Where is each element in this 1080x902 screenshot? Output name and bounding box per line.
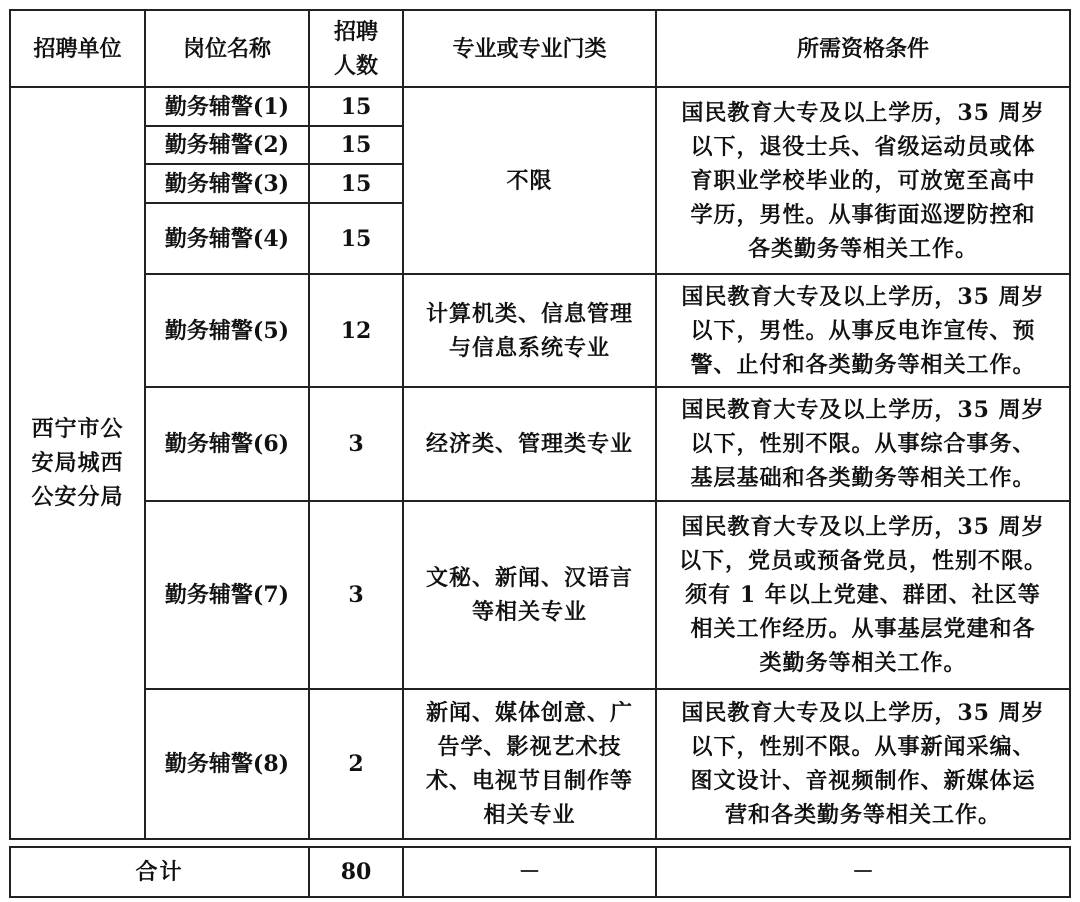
major-cell: 新闻、媒体创意、广 告学、影视艺术技 术、电视节目制作等 相关专业 — [403, 689, 656, 839]
total-label: 合计 — [10, 847, 309, 897]
table-row — [10, 87, 1070, 126]
position-cell: 勤务辅警(5) — [145, 274, 309, 387]
position-cell: 勤务辅警(4) — [145, 203, 309, 274]
requirements-cell: 国民教育大专及以上学历，35 周岁 以下，男性。从事反电诈宣传、预 警、止付和各类勤务等相关工作。 — [656, 274, 1070, 387]
count-cell: 3 — [309, 387, 403, 501]
recruitment-table — [9, 9, 1071, 840]
header-requirements: 所需资格条件 — [656, 10, 1070, 87]
position-cell: 勤务辅警(7) — [145, 501, 309, 689]
header-count-line2: 人数 — [333, 52, 378, 79]
count-cell: 3 — [309, 501, 403, 689]
count-cell: 12 — [309, 274, 403, 387]
major-cell: 不限 — [403, 87, 656, 274]
table-row — [10, 274, 1070, 387]
position-cell: 勤务辅警(2) — [145, 126, 309, 164]
header-count-line1: 招聘 — [333, 18, 378, 45]
requirements-cell: 国民教育大专及以上学历，35 周岁 以下，性别不限。从事综合事务、 基层基础和各类勤务等相关工作。 — [656, 387, 1070, 501]
count-cell: 15 — [309, 126, 403, 164]
position-cell: 勤务辅警(1) — [145, 87, 309, 126]
count-cell: 15 — [309, 87, 403, 126]
header-major: 专业或专业门类 — [403, 10, 656, 87]
requirements-cell: 国民教育大专及以上学历，35 周岁 以下，党员或预备党员，性别不限。 须有 1 年以上党建、群团、社区等 相关工作经历。从事基层党建和各 类勤务等相关工作。 — [656, 501, 1070, 689]
position-cell: 勤务辅警(3) — [145, 164, 309, 203]
total-count: 80 — [309, 847, 403, 897]
position-cell: 勤务辅警(8) — [145, 689, 309, 839]
total-row — [10, 847, 1070, 897]
position-cell: 勤务辅警(6) — [145, 387, 309, 501]
count-cell: 15 — [309, 164, 403, 203]
requirements-cell: 国民教育大专及以上学历，35 周岁 以下，退役士兵、省级运动员或体 育职业学校毕业的，可放宽至高中 学历，男性。从事街面巡逻防控和 各类勤务等相关工作。 — [656, 87, 1070, 274]
unit-cell: 西宁市公 安局城西 公安分局 — [10, 87, 145, 839]
major-cell: 经济类、管理类专业 — [403, 387, 656, 501]
table-row — [10, 501, 1070, 689]
count-cell: 15 — [309, 203, 403, 274]
major-cell: 计算机类、信息管理 与信息系统专业 — [403, 274, 656, 387]
header-unit: 招聘单位 — [10, 10, 145, 87]
header-position: 岗位名称 — [145, 10, 309, 87]
header-row — [10, 10, 1070, 87]
total-requirements: － — [656, 847, 1070, 897]
count-cell: 2 — [309, 689, 403, 839]
table-row — [10, 689, 1070, 839]
total-major: － — [403, 847, 656, 897]
header-count — [309, 10, 403, 87]
total-table — [9, 846, 1071, 898]
table-row — [10, 387, 1070, 501]
requirements-cell: 国民教育大专及以上学历，35 周岁 以下，性别不限。从事新闻采编、 图文设计、音视频制作、新媒体运 营和各类勤务等相关工作。 — [656, 689, 1070, 839]
major-cell: 文秘、新闻、汉语言 等相关专业 — [403, 501, 656, 689]
